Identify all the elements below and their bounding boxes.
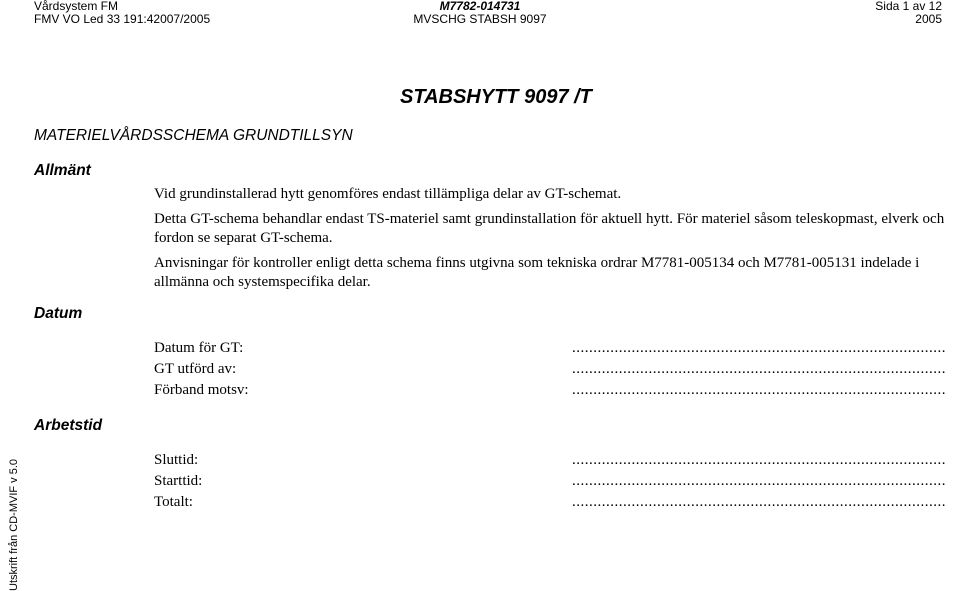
- field-label: Starttid:: [154, 473, 203, 489]
- section-heading-arbetstid: Arbetstid: [34, 417, 103, 434]
- allmant-paragraph-1: Vid grundinstallerad hytt genomföres endast tillämpliga delar av GT-schemat.: [154, 186, 622, 202]
- field-fill-line[interactable]: ........................................................................................: [572, 494, 946, 510]
- document-code: M7782-014731: [439, 0, 521, 13]
- field-fill-line[interactable]: ........................................................................................: [572, 473, 946, 489]
- field-label: Totalt:: [154, 494, 193, 510]
- allmant-paragraph-3: Anvisningar för kontroller enligt detta schema finns utgivna som tekniska ordrar M7781-005134 och M7781-005131 indelade i allmänna och systemspecifika delar.: [154, 255, 920, 290]
- field-forband-motsv[interactable]: [154, 381, 946, 400]
- field-label: Sluttid:: [154, 452, 199, 468]
- field-fill-line[interactable]: ........................................................................................: [572, 361, 946, 377]
- field-gt-utford-av[interactable]: [154, 360, 946, 379]
- field-starttid[interactable]: [154, 472, 946, 491]
- document-subtitle: MATERIELVÅRDSSCHEMA GRUNDTILLSYN: [34, 127, 353, 144]
- section-heading-datum: Datum: [34, 305, 83, 322]
- header-center: [413, 0, 546, 26]
- field-fill-line[interactable]: ........................................................................................: [572, 340, 946, 356]
- field-label: GT utförd av:: [154, 361, 237, 377]
- print-source-note: Utskrift från CD-MVIF v 5.0: [8, 458, 20, 591]
- document-year: 2005: [915, 12, 942, 26]
- document-short-name: MVSCHG STABSH 9097: [413, 12, 547, 26]
- field-fill-line[interactable]: ........................................................................................: [572, 382, 946, 398]
- field-totalt[interactable]: [154, 493, 946, 512]
- system-name: Vårdsystem FM: [34, 0, 119, 13]
- field-label: Datum för GT:: [154, 340, 244, 356]
- header-left: [34, 0, 210, 26]
- field-fill-line[interactable]: ........................................................................................: [572, 452, 946, 468]
- reference-number: FMV VO Led 33 191:42007/2005: [34, 12, 211, 26]
- field-label: Förband motsv:: [154, 382, 249, 398]
- section-heading-allmant: Allmänt: [34, 162, 91, 179]
- field-sluttid[interactable]: [154, 451, 946, 470]
- header-right: [875, 0, 942, 26]
- allmant-paragraph-2: Detta GT-schema behandlar endast TS-materiel samt grundinstallation för aktuell hytt. För materiel såsom teleskopmast, elverk och fordon se separat GT-schema.: [154, 211, 945, 246]
- page-indicator: Sida 1 av 12: [875, 0, 942, 13]
- document-title: STABSHYTT 9097 /T: [400, 86, 592, 108]
- field-datum-for-gt[interactable]: [154, 339, 946, 358]
